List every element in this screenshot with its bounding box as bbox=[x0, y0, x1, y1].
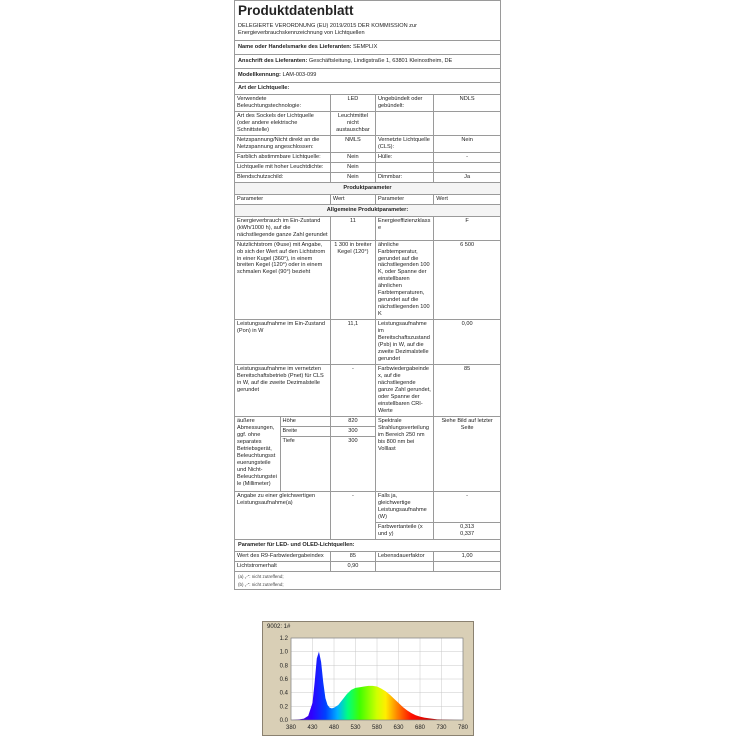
param-row-row bbox=[235, 320, 500, 365]
y-tick-label: 1.0 bbox=[279, 649, 288, 656]
type-row-value-2: NDLS bbox=[434, 95, 500, 111]
x-tick-label: 780 bbox=[457, 725, 469, 731]
type-row-label: Verwendete Beleuchtungstechnologie: bbox=[235, 95, 330, 111]
type-row-label-2 bbox=[375, 111, 433, 135]
supplier-address-label: Anschrift des Lieferanten: bbox=[238, 57, 308, 64]
type-heading: Art der Lichtquelle: bbox=[235, 83, 500, 95]
type-row-label-2: Hülle: bbox=[375, 152, 433, 162]
type-row-value: NMLS bbox=[330, 135, 375, 152]
param-row-value-2: 6 500 bbox=[434, 240, 500, 320]
param-row-row bbox=[235, 365, 500, 417]
led-row-label: Lichtstromerhalt bbox=[235, 562, 330, 572]
param-row-row bbox=[235, 240, 500, 320]
type-row-label: Netzspannung/Nicht direkt an die Netzspannung angeschlossen: bbox=[235, 135, 330, 152]
supplier-name: SEMPLIX bbox=[353, 43, 378, 50]
type-row-label-2 bbox=[375, 162, 433, 172]
led-row-value-2 bbox=[434, 562, 500, 572]
param-row-value-2: 85 bbox=[434, 365, 500, 417]
type-row-value-2 bbox=[434, 111, 500, 135]
type-row-label-2: Dimmbar: bbox=[375, 172, 433, 182]
param-row-row bbox=[235, 217, 500, 240]
type-row-value: LED bbox=[330, 95, 375, 111]
model-id: LAM-003-099 bbox=[282, 71, 317, 78]
param-row-value: 11,1 bbox=[330, 320, 375, 365]
general-params-heading: Allgemeine Produktparameter: bbox=[235, 205, 500, 217]
params-table bbox=[235, 217, 500, 418]
model-row bbox=[235, 69, 500, 83]
param-row-label: Leistungsaufnahme im Ein-Zustand (Pon) in W bbox=[235, 320, 330, 365]
type-row-value: Nein bbox=[330, 162, 375, 172]
x-tick-label: 630 bbox=[393, 725, 404, 731]
dim-depth-value: 300 bbox=[330, 437, 375, 492]
led-params-heading: Parameter für LED- und OLED-Lichtquellen: bbox=[235, 540, 500, 552]
col-parameter: Parameter bbox=[235, 195, 330, 204]
product-params-heading: Produktparameter bbox=[235, 183, 500, 195]
led-row-row bbox=[235, 562, 500, 572]
type-row-row bbox=[235, 95, 500, 111]
x-tick-label: 380 bbox=[285, 725, 297, 731]
equiv2-label: Falls ja, gleichwertige Leistungsaufnahme (W) bbox=[375, 492, 433, 522]
spectral-value: Siehe Bild auf letzter Seite bbox=[434, 417, 500, 491]
type-row-label: Lichtquelle mit hoher Leuchtdichte: bbox=[235, 162, 330, 172]
regulation-intro: DELEGIERTE VERORDNUNG (EU) 2019/2015 DER KOMMISSION zur Energieverbrauchskennzeichnung von Lichtquellen bbox=[235, 23, 500, 41]
spectrum-header: 9002: 1# bbox=[267, 624, 291, 630]
param-row-label-2: Farbwiedergabeindex, auf die nächstliegende ganze Zahl gerundet, oder Spanne der einstellbaren CRI-Werte bbox=[375, 365, 433, 417]
type-table bbox=[235, 95, 500, 183]
type-row-value: Nein bbox=[330, 172, 375, 182]
spectral-label: Spektrale Strahlungsverteilung im Bereich 250 nm bis 800 nm bei Volllast bbox=[375, 417, 433, 491]
type-row-label: Blendschutzschild: bbox=[235, 172, 330, 182]
x-tick-label: 480 bbox=[328, 725, 340, 731]
equiv-label: Angabe zu einer gleichwertigen Leistungsaufnahme(a) bbox=[235, 492, 330, 539]
type-row-row bbox=[235, 172, 500, 182]
sheet-title: Produktdatenblatt bbox=[238, 3, 354, 18]
y-tick-label: 0.8 bbox=[279, 663, 288, 670]
x-tick-label: 680 bbox=[414, 725, 426, 731]
param-row-label: Leistungsaufnahme im vernetzten Bereitschaftsbetrieb (Pnet) für CLS in W, auf die zweite Dezimalstelle gerundet bbox=[235, 365, 330, 417]
param-row-value: 1 300 in breiter Kegel (120°) bbox=[330, 240, 375, 320]
x-tick-label: 730 bbox=[436, 725, 447, 731]
footnote-a: (a) „-“: nicht zutreffend; bbox=[238, 573, 284, 579]
x-tick-label: 580 bbox=[371, 725, 383, 731]
type-row-row bbox=[235, 152, 500, 162]
led-row-label-2 bbox=[375, 562, 433, 572]
y-tick-label: 0.4 bbox=[279, 690, 288, 697]
type-row-value-2: - bbox=[434, 152, 500, 162]
type-row-value-2: Ja bbox=[434, 172, 500, 182]
equiv-value: - bbox=[330, 492, 375, 539]
y-tick-label: 0.2 bbox=[279, 704, 288, 711]
param-row-label: Energieverbrauch im Ein-Zustand (kWh/1000 h), auf die nächstliegende ganze Zahl gerundet bbox=[235, 217, 330, 240]
col-value-2: Wert bbox=[434, 195, 500, 204]
chroma-value: 0,313 0,337 bbox=[434, 523, 500, 540]
param-row-label-2: ähnliche Farbtemperatur, gerundet auf die nächstliegenden 100 K, oder Spanne der einstellbaren ähnlichen Farbtemperaturen, gerundet auf die nächstliegenden 100 K bbox=[375, 240, 433, 320]
y-tick-label: 0.6 bbox=[279, 677, 288, 683]
footnote-b: (b) „-“: nicht zutreffend; bbox=[238, 581, 284, 587]
type-row-value: Nein bbox=[330, 152, 375, 162]
params-header-table bbox=[235, 195, 500, 205]
type-row-row bbox=[235, 111, 500, 135]
type-row-label-2: Ungebündelt oder gebündelt: bbox=[375, 95, 433, 111]
dim-width-name: Breite bbox=[280, 427, 330, 437]
chroma-label: Farbwertanteile (x und y) bbox=[375, 523, 433, 540]
type-row-label-2: Vernetzte Lichtquelle (CLS): bbox=[375, 135, 433, 152]
params-header-row bbox=[235, 195, 500, 204]
col-parameter-2: Parameter bbox=[375, 195, 433, 204]
equiv2-value: - bbox=[434, 492, 500, 522]
type-row-value-2: Nein bbox=[434, 135, 500, 152]
param-row-value-2: 0,00 bbox=[434, 320, 500, 365]
model-label: Modellkennung: bbox=[238, 71, 281, 78]
col-value: Wert bbox=[330, 195, 375, 204]
dim-height-name: Höhe bbox=[280, 417, 330, 426]
led-table bbox=[235, 552, 500, 572]
led-row-value: 85 bbox=[330, 552, 375, 561]
y-tick-label: 0.0 bbox=[279, 718, 288, 724]
param-row-value: 11 bbox=[330, 217, 375, 240]
product-data-sheet bbox=[234, 0, 501, 590]
y-tick-label: 1.2 bbox=[279, 636, 288, 642]
dimensions-label: äußere Abmessungen, ggf. ohne separates Betriebsgerät, Beleuchtungssteuerungsteile und Nicht-Beleuchtungsteile (Millimeter) bbox=[235, 417, 280, 491]
led-row-row bbox=[235, 552, 500, 561]
supplier-name-row bbox=[235, 41, 500, 55]
dim-width-value: 300 bbox=[330, 427, 375, 437]
type-row-value: Leuchtmittel nicht austauschbar bbox=[330, 111, 375, 135]
type-row-label: Farblich abstimmbare Lichtquelle: bbox=[235, 152, 330, 162]
dim-depth-name: Tiefe bbox=[280, 437, 330, 492]
spectrum-plot bbox=[265, 634, 471, 734]
led-row-label: Wert des R9-Farbwiedergabeindex bbox=[235, 552, 330, 561]
spectrum-chart bbox=[262, 621, 474, 736]
type-row-row bbox=[235, 135, 500, 152]
param-row-label-2: Energieeffizienzklasse bbox=[375, 217, 433, 240]
param-row-label: Nutzlichtstrom (Φuse) mit Angabe, ob sich der Wert auf den Lichtstrom in einer Kugel (360°), in einem breiten Kegel (120°) oder in einem schmalen Kegel (90°) bezieht bbox=[235, 240, 330, 320]
supplier-name-label: Name oder Handelsmarke des Lieferanten: bbox=[238, 43, 352, 50]
dim-height-value: 820 bbox=[330, 417, 375, 426]
led-row-value-2: 1,00 bbox=[434, 552, 500, 561]
param-row-value: - bbox=[330, 365, 375, 417]
led-row-label-2: Lebensdauerfaktor bbox=[375, 552, 433, 561]
x-tick-label: 530 bbox=[350, 725, 361, 731]
dimensions-table bbox=[235, 417, 500, 492]
param-row-label-2: Leistungsaufnahme im Bereitschaftszustand (Psb) in W, auf die zweite Dezimalstelle gerundet bbox=[375, 320, 433, 365]
supplier-address-row bbox=[235, 55, 500, 69]
param-row-value-2: F bbox=[434, 217, 500, 240]
type-row-value-2 bbox=[434, 162, 500, 172]
equiv-table bbox=[235, 492, 500, 540]
supplier-address: Geschäftsleitung, Lindigstraße 1, 63801 Kleinostheim, DE bbox=[308, 57, 453, 64]
type-row-label: Art des Sockels der Lichtquelle (oder andere elektrische Schnittstelle) bbox=[235, 111, 330, 135]
led-row-value: 0,90 bbox=[330, 562, 375, 572]
x-tick-label: 430 bbox=[307, 725, 318, 731]
type-row-row bbox=[235, 162, 500, 172]
